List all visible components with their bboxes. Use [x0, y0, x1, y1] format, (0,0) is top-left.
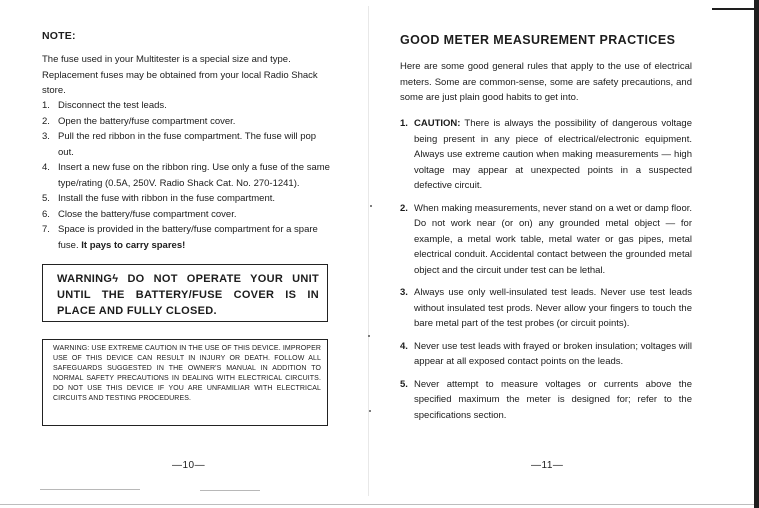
page-gutter [368, 6, 369, 496]
scan-edge-right [754, 0, 759, 508]
section-title: GOOD METER MEASUREMENT PRACTICES [400, 33, 676, 47]
caution-text: WARNING: USE EXTREME CAUTION IN THE USE OF THIS DEVICE. IMPROPER USE OF THIS DEVICE CAN RESULT IN INJURY OR DEATH. FOLLOW ALL SAFEGUARDS SUGGESTED IN THE OWNER'S MANUAL IN ADDITION TO NORMAL SAFETY PRECAUTIONS IN DEALING WITH ELECTRICAL CIRCUITS. DO NOT USE THIS DEVICE IF YOU ARE UNFAMILIAR WITH ELECTRICAL CIRCUITS AND TESTING PROCEDURES. [53, 345, 321, 402]
step-item: 1. Disconnect the test leads. [42, 100, 167, 111]
rule-item: 4. Never use test leads with frayed or broken insulation; voltages will appear at all exposed contact points on the leads. [400, 340, 692, 367]
spares-emphasis: It pays to carry spares! [81, 239, 186, 251]
fuse-replacement-steps [42, 98, 334, 253]
step-item: 3. Pull the red ribbon in the fuse compartment. The fuse will pop out. [42, 131, 317, 158]
scan-edge-bottom [0, 504, 754, 505]
page-number-left: —10— [172, 460, 206, 471]
caution-lead: CAUTION: [414, 118, 461, 129]
note-heading: NOTE: [42, 30, 76, 42]
step-item: 5. Install the fuse with ribbon in the fuse compartment. [42, 193, 276, 204]
scan-edge-top [712, 8, 754, 10]
left-page [0, 0, 370, 508]
warning-line: PLACE AND FULLY CLOSED. [57, 305, 217, 317]
page-number-right: —11— [531, 460, 564, 471]
scan-smudge [200, 490, 260, 491]
rule-item: 1. CAUTION: There is always the possibility of dangerous voltage being present in any piece of electrical/electronic equipment. Always use extreme caution when making measurements — high voltage may appear at unexpected points in a suspected defective circuit. [400, 118, 692, 191]
measurement-rules [400, 116, 692, 430]
scan-smudge [40, 489, 140, 490]
step-item: 7. Space is provided in the battery/fuse compartment for a spare fuse. It pays to carry spares! [42, 224, 318, 251]
scan-speck [368, 335, 370, 337]
scan-speck [370, 205, 372, 207]
scan-speck [369, 410, 371, 412]
note-text: The fuse used in your Multitester is a special size and type. Replacement fuses may be obtained from your local Radio Shack store. [42, 54, 318, 96]
rule-item: 2. When making measurements, never stand on a wet or damp floor. Do not work near (or on) any grounded metal object — for example, a metal work table, metal water or gas pipes, metal electrical conduit. Accidental contact between the grounded metal object and the circuit under test can be lethal. [400, 202, 692, 276]
step-item: 4. Insert a new fuse on the ribbon ring. Use only a fuse of the same type/rating (0.5A, 250V. Radio Shack Cat. No. 270-1241). [42, 162, 330, 189]
warning-line: WARNINGϟ DO NOT OPERATE YOUR UNIT [57, 273, 319, 285]
rule-item: 5. Never attempt to measure voltages or currents above the specified maximum the meter is designed for; refer to the specifications section. [400, 378, 692, 421]
rule-item: 3. Always use only well-insulated test leads. Never use test leads without insulated test prods. Never allow your fingers to touch the bare metal part of the test probes (or circuit points). [400, 287, 692, 329]
step-item: 6. Close the battery/fuse compartment cover. [42, 208, 237, 220]
extreme-caution-box [42, 339, 328, 426]
warning-line: UNTIL THE BATTERY/FUSE COVER IS IN [57, 289, 319, 301]
battery-cover-warning-box [42, 264, 328, 322]
step-item: 2. Open the battery/fuse compartment cover. [42, 115, 236, 127]
section-intro: Here are some good general rules that apply to the use of electrical meters. Some are common-sense, some are safety precautions, and some are just plain good habits to get into. [400, 61, 692, 103]
